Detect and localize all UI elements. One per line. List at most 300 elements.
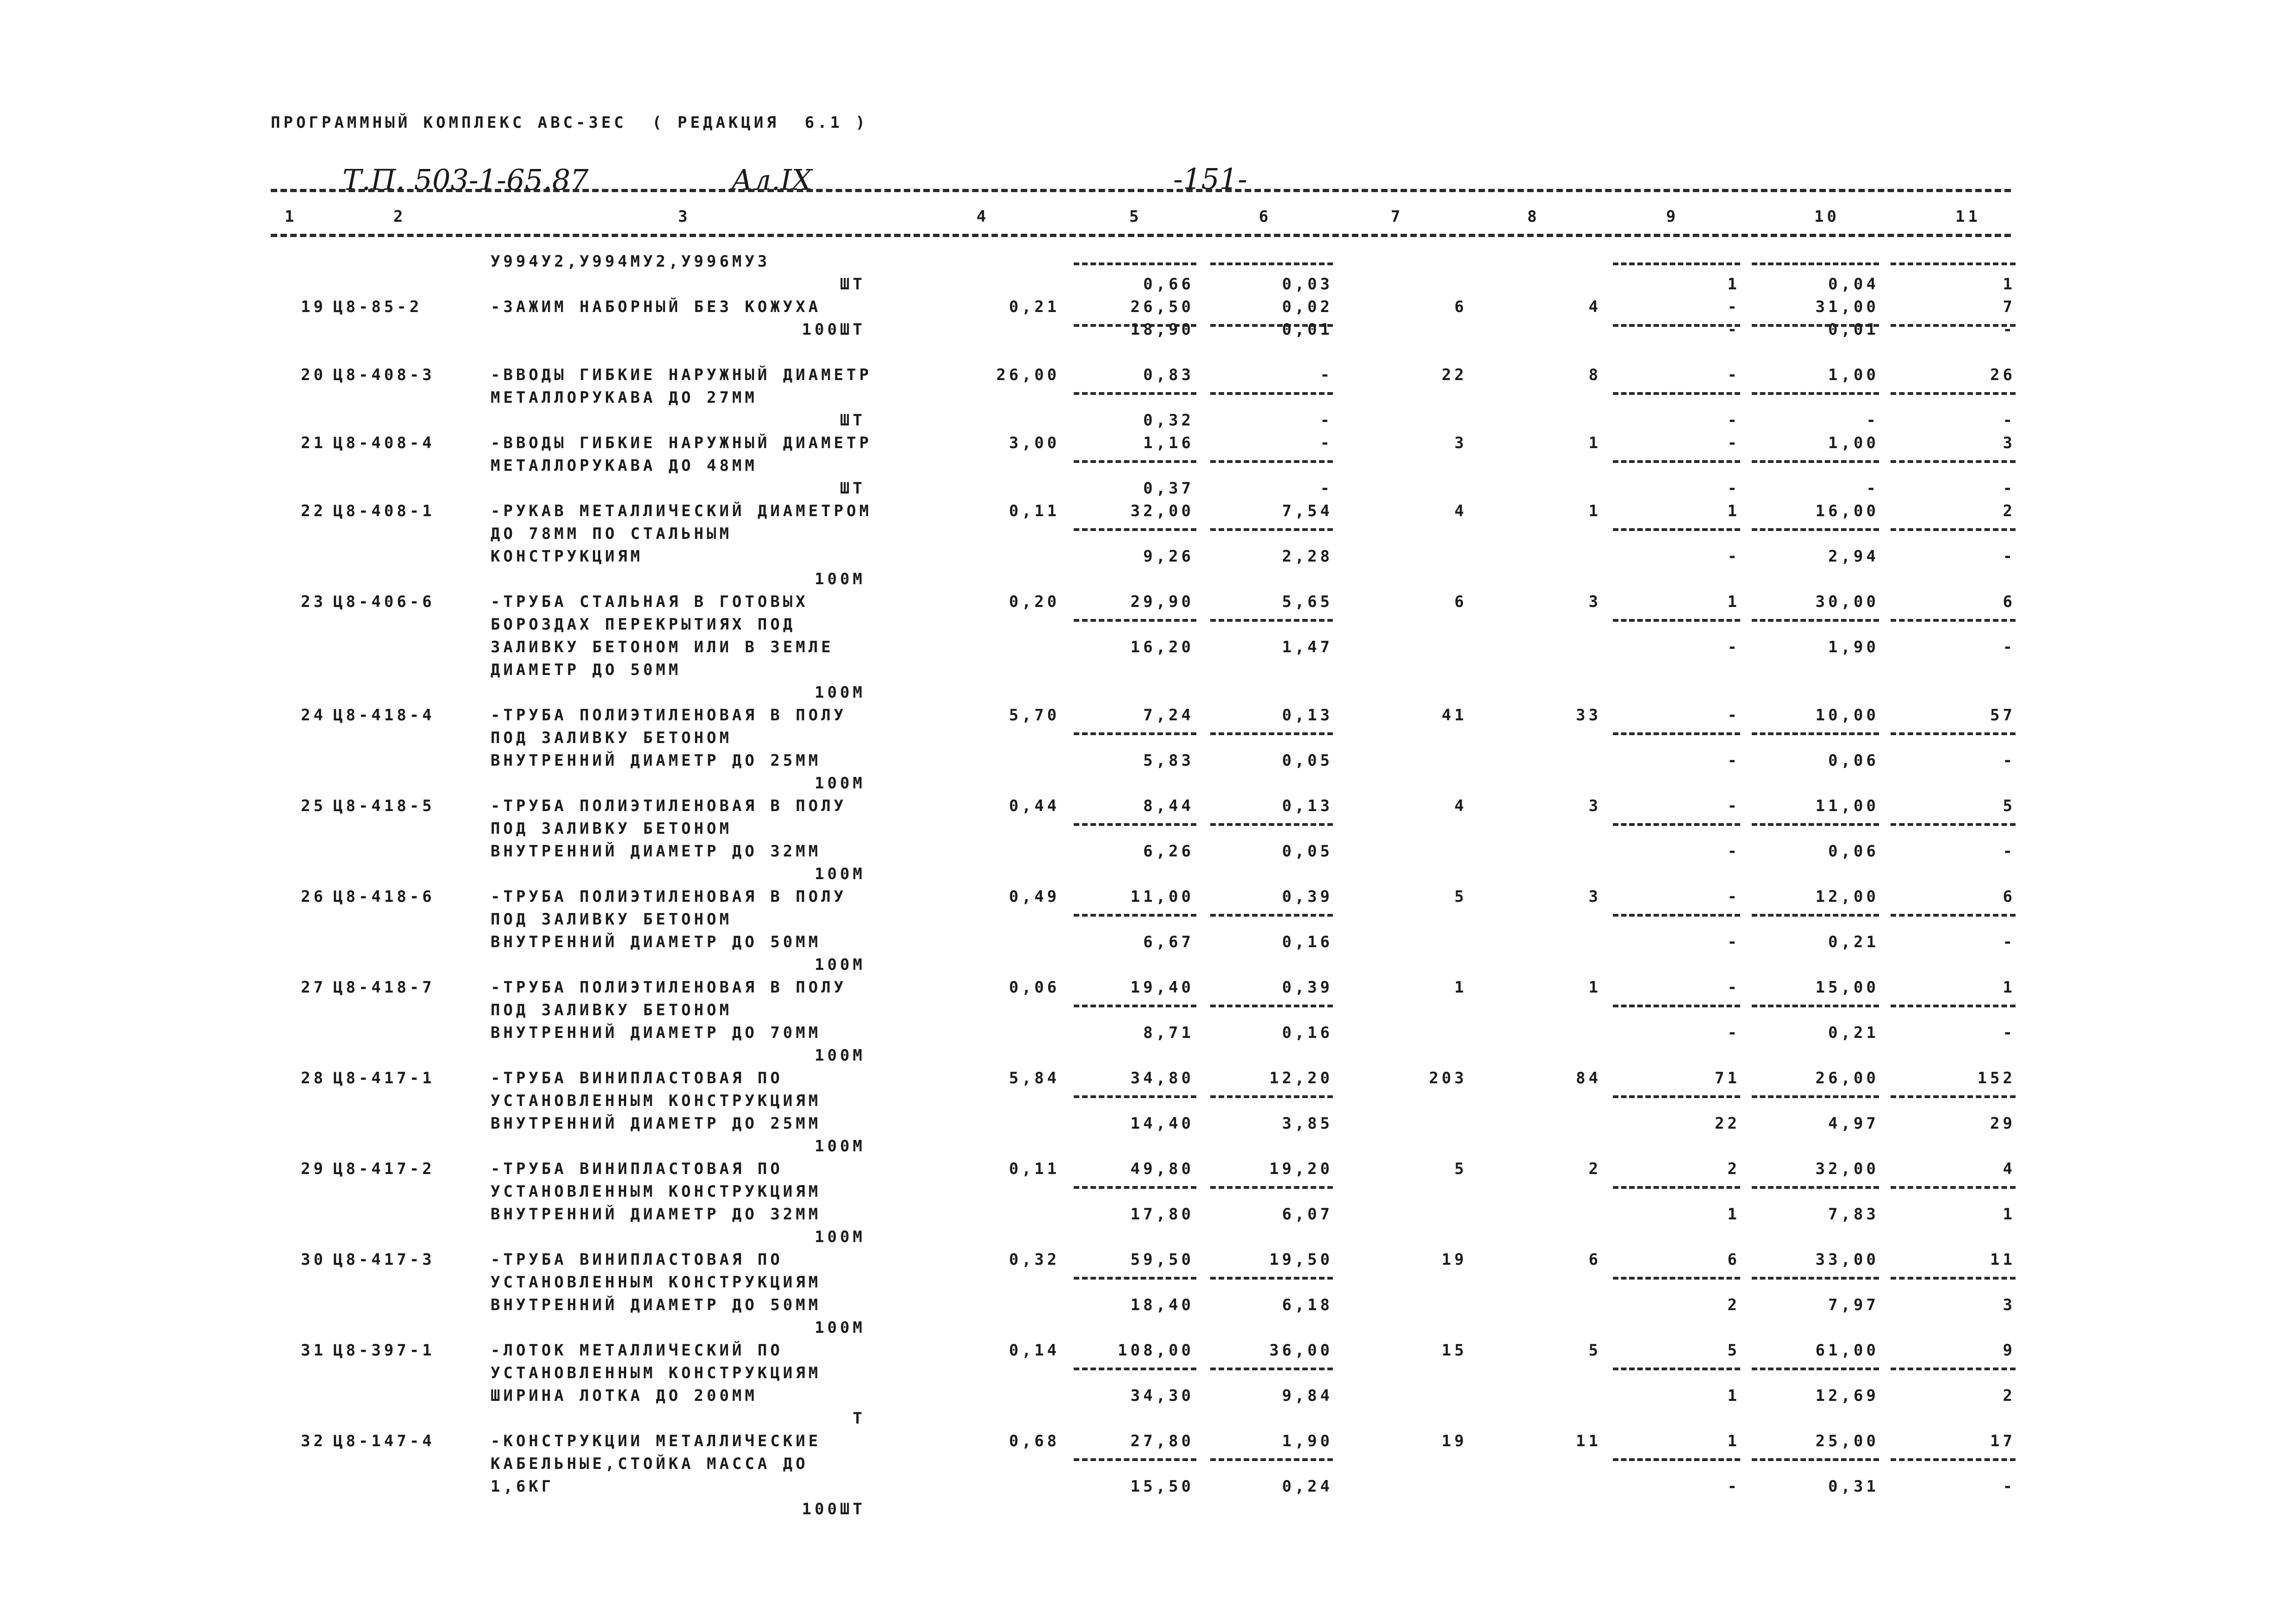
fraction-divider [1613,619,1740,622]
cell-col5-bottom: 0,32 [1143,411,1194,430]
fraction-divider [1891,262,2016,265]
fraction-divider [1752,1277,1879,1280]
cell-col8: 5 [1588,1341,1601,1360]
cell-col6-bottom: 6,07 [1282,1205,1333,1224]
cell-col5-top: 0,83 [1143,366,1194,384]
cell-col6-bottom: 2,28 [1282,547,1333,566]
cell-col6-top: - [1320,366,1333,384]
cell-col11-bottom: - [2003,751,2016,770]
fraction-divider [1613,914,1740,917]
fraction-divider [1074,1368,1196,1370]
cell-col5-top: 108,00 [1118,1341,1194,1360]
cell-col5-bottom: 18,40 [1130,1296,1194,1314]
unit-of-measure: 100М [815,865,865,883]
cell-col11-top: 4 [2003,1160,2016,1178]
cell-col10-top: 15,00 [1815,978,1879,997]
cell-col7: 6 [1454,298,1467,316]
cell-col10-top: 10,00 [1815,706,1879,725]
cell-col9-top: 71 [1715,1069,1740,1087]
fraction-divider [1752,732,1879,735]
work-description: УСТАНОВЛЕННЫМ КОНСТРУКЦИЯМ [491,1092,821,1110]
cell-col7: 5 [1454,1160,1467,1178]
cell-col8: 2 [1588,1160,1601,1178]
unit-of-measure: 100ШТ [802,320,865,339]
fraction-divider [1752,460,1879,463]
cell-col7: 41 [1442,706,1467,725]
cell-col5-bottom: 18,90 [1130,320,1194,339]
fraction-divider [1613,1005,1740,1007]
cell-col10-top: 1,00 [1828,366,1879,384]
cell-col11-top: 3 [2003,434,2016,452]
fraction-divider [1210,528,1333,531]
cell-col6-top: 0,39 [1282,978,1333,997]
cell-col8: 84 [1576,1069,1601,1087]
cell-col4: 0,11 [1009,502,1060,520]
cell-col10-top: 11,00 [1815,797,1879,815]
cell-col6-bottom: 0,16 [1282,1024,1333,1042]
fraction-divider [1210,619,1333,622]
fraction-divider [1210,914,1333,917]
fraction-divider [1891,392,2016,395]
unit-of-measure: 100М [815,683,865,702]
cell-col10-top: 12,00 [1815,887,1879,906]
cell-col9-top: - [1727,706,1740,725]
work-description: -ВВОДЫ ГИБКИЕ НАРУЖНЫЙ ДИАМЕТР [491,434,872,452]
cell-col4: 0,14 [1009,1341,1060,1360]
rate-code: Ц8-408-4 [333,434,435,452]
cell-col10-top: 16,00 [1815,502,1879,520]
cell-col5-top: 1,16 [1143,434,1194,452]
row-number: 19 [301,298,326,316]
fraction-divider [1752,1005,1879,1007]
work-description: ДО 78ММ ПО СТАЛЬНЫМ [491,525,732,543]
cell-col7: 1 [1454,978,1467,997]
work-description: -ТРУБА ПОЛИЭТИЛЕНОВАЯ В ПОЛУ [491,706,847,725]
cell-col6: 0,03 [1282,275,1333,294]
unit-of-measure: 100М [815,1318,865,1337]
row-number: 20 [301,366,326,384]
cell-col5-bottom: 6,26 [1143,842,1194,861]
cell-col6-top: 12,20 [1269,1069,1333,1087]
fraction-divider [1891,528,2016,531]
cell-col10-top: 61,00 [1815,1341,1879,1360]
fraction-divider [1613,392,1740,395]
cell-col11-bottom: - [2003,1477,2016,1496]
work-description: -ТРУБА ПОЛИЭТИЛЕНОВАЯ В ПОЛУ [491,978,847,997]
cell-col10-bottom: 7,83 [1828,1205,1879,1224]
album-label: Ал.IX [731,163,812,197]
cell-col11-top: 57 [1990,706,2016,725]
prev-item-unit: ШТ [840,275,865,294]
fraction-divider [1613,1186,1740,1189]
cell-col5-top: 26,50 [1130,298,1194,316]
fraction-divider [1210,1186,1333,1189]
cell-col10-bottom: 2,94 [1828,547,1879,566]
cell-col9-top: 5 [1727,1341,1740,1360]
fraction-divider [1891,914,2016,917]
cell-col10-top: 33,00 [1815,1250,1879,1269]
fraction-divider [1210,1277,1333,1280]
fraction-divider [1210,732,1333,735]
cell-col6-top: 7,54 [1282,502,1333,520]
cell-col9-top: 1 [1727,502,1740,520]
cell-col5-bottom: 5,83 [1143,751,1194,770]
cell-col7: 3 [1454,434,1467,452]
fraction-divider [1210,1095,1333,1098]
cell-col9-bottom: - [1727,1024,1740,1042]
cell-col10-top: 32,00 [1815,1160,1879,1178]
rate-code: Ц8-408-3 [333,366,435,384]
cell-col8: 1 [1588,978,1601,997]
cell-col9-bottom: - [1727,842,1740,861]
fraction-divider [1891,460,2016,463]
cell-col10-bottom: - [1866,479,1879,498]
cell-col11-top: 6 [2003,593,2016,611]
cell-col7: 15 [1442,1341,1467,1360]
cell-col5-bottom: 16,20 [1130,638,1194,656]
cell-col4: 0,11 [1009,1160,1060,1178]
row-number: 28 [301,1069,326,1087]
rate-code: Ц8-418-6 [333,887,435,906]
fraction-divider [1210,460,1333,463]
cell-col10-bottom: 0,31 [1828,1477,1879,1496]
fraction-divider [1210,262,1333,265]
cell-col9-top: - [1727,434,1740,452]
cell-col6-top: 0,13 [1282,706,1333,725]
cell-col6-bottom: 3,85 [1282,1114,1333,1133]
cell-col11-bottom: - [2003,411,2016,430]
row-number: 21 [301,434,326,452]
cell-col10-top: 30,00 [1815,593,1879,611]
cell-col11-bottom: - [2003,638,2016,656]
cell-col10-bottom: 0,21 [1828,1024,1879,1042]
prev-item-description: У994У2,У994МУ2,У996МУ3 [491,252,771,271]
unit-of-measure: 100М [815,1137,865,1156]
work-description: ВНУТРЕННИЙ ДИАМЕТР ДО 25ММ [491,751,821,770]
rate-code: Ц8-406-6 [333,593,435,611]
fraction-divider [1074,460,1196,463]
cell-col7: 4 [1454,797,1467,815]
work-description: МЕТАЛЛОРУКАВА ДО 48ММ [491,456,758,475]
cell-col9-top: 1 [1727,1432,1740,1450]
header-divider [271,234,2011,237]
cell-col11-bottom: - [2003,933,2016,951]
unit-of-measure: ШТ [840,479,865,498]
column-number: 11 [1955,207,1981,226]
cell-col7: 19 [1442,1250,1467,1269]
rate-code: Ц8-418-5 [333,797,435,815]
cell-col4: 0,06 [1009,978,1060,997]
fraction-divider [1752,1186,1879,1189]
cell-col5-bottom: 34,30 [1130,1387,1194,1405]
work-description: ПОД ЗАЛИВКУ БЕТОНОМ [491,1001,732,1019]
cell-col11-bottom: 1 [2003,1205,2016,1224]
work-description: ВНУТРЕННИЙ ДИАМЕТР ДО 32ММ [491,1205,821,1224]
cell-col7: 22 [1442,366,1467,384]
fraction-divider [1074,1005,1196,1007]
fraction-divider [1752,392,1879,395]
cell-col10-bottom: - [1866,411,1879,430]
top-divider [271,189,2011,192]
unit-of-measure: 100ШТ [802,1500,865,1518]
row-number: 32 [301,1432,326,1450]
cell-col10-bottom: 0,06 [1828,751,1879,770]
column-number: 5 [1129,207,1142,226]
unit-of-measure: 100М [815,570,865,588]
fraction-divider [1891,324,2016,327]
column-number: 2 [393,207,406,226]
row-number: 23 [301,593,326,611]
column-number: 9 [1666,207,1679,226]
cell-col11-bottom: 2 [2003,1387,2016,1405]
fraction-divider [1613,262,1740,265]
work-description: УСТАНОВЛЕННЫМ КОНСТРУКЦИЯМ [491,1273,821,1292]
fraction-divider [1891,823,2016,826]
cell-col6-bottom: 0,05 [1282,842,1333,861]
cell-col9-top: - [1727,298,1740,316]
row-number: 26 [301,887,326,906]
fraction-divider [1210,823,1333,826]
work-description: -ТРУБА ВИНИПЛАСТОВАЯ ПО [491,1250,783,1269]
fraction-divider [1613,1277,1740,1280]
cell-col11-bottom: - [2003,842,2016,861]
work-description: -ВВОДЫ ГИБКИЕ НАРУЖНЫЙ ДИАМЕТР [491,366,872,384]
cell-col10-bottom: 12,69 [1815,1387,1879,1405]
unit-of-measure: 100М [815,956,865,974]
row-number: 29 [301,1160,326,1178]
cell-col6-top: 0,39 [1282,887,1333,906]
fraction-divider [1613,460,1740,463]
row-number: 22 [301,502,326,520]
work-description: ЗАЛИВКУ БЕТОНОМ ИЛИ В ЗЕМЛЕ [491,638,834,656]
program-line: ПРОГРАММНЫЙ КОМПЛЕКС АВС-ЗЕС ( РЕДАКЦИЯ 6.1 ) [271,113,869,132]
fraction-divider [1210,1458,1333,1461]
fraction-divider [1074,1277,1196,1280]
fraction-divider [1074,914,1196,917]
cell-col9-bottom: - [1727,638,1740,656]
cell-col9-top: 2 [1727,1160,1740,1178]
cell-col11-top: 1 [2003,978,2016,997]
rate-code: Ц8-417-3 [333,1250,435,1269]
cell-col10-bottom: 0,06 [1828,842,1879,861]
cell-col10-bottom: 7,97 [1828,1296,1879,1314]
cell-col9-bottom: 2 [1727,1296,1740,1314]
cell-col6-bottom: 1,47 [1282,638,1333,656]
work-description: -ТРУБА ВИНИПЛАСТОВАЯ ПО [491,1160,783,1178]
cell-col6-bottom: 0,24 [1282,1477,1333,1496]
cell-col5-top: 49,80 [1130,1160,1194,1178]
cell-col8: 3 [1588,887,1601,906]
cell-col10-top: 25,00 [1815,1432,1879,1450]
cell-col7: 4 [1454,502,1467,520]
rate-code: Ц8-147-4 [333,1432,435,1450]
cell-col6-top: 36,00 [1269,1341,1333,1360]
rate-code: Ц8-418-7 [333,978,435,997]
row-number: 31 [301,1341,326,1360]
rate-code: Ц8-417-1 [333,1069,435,1087]
cell-col11-top: 26 [1990,366,2016,384]
cell-col9-top: 1 [1727,593,1740,611]
cell-col6-top: 19,20 [1269,1160,1333,1178]
cell-col6-top: 19,50 [1269,1250,1333,1269]
cell-col11-bottom: - [2003,547,2016,566]
cell-col11-top: 9 [2003,1341,2016,1360]
cell-col5-bottom: 14,40 [1130,1114,1194,1133]
cell-col9-bottom: - [1727,933,1740,951]
cell-col11-top: 5 [2003,797,2016,815]
work-description: -КОНСТРУКЦИИ МЕТАЛЛИЧЕСКИЕ [491,1432,821,1450]
fraction-divider [1613,528,1740,531]
work-description: ПОД ЗАЛИВКУ БЕТОНОМ [491,819,732,838]
work-description: ПОД ЗАЛИВКУ БЕТОНОМ [491,910,732,929]
fraction-divider [1074,392,1196,395]
cell-col5-bottom: 8,71 [1143,1024,1194,1042]
fraction-divider [1074,732,1196,735]
fraction-divider [1074,1186,1196,1189]
cell-col5-top: 34,80 [1130,1069,1194,1087]
cell-col11-bottom: - [2003,479,2016,498]
cell-col10-bottom: 0,21 [1828,933,1879,951]
fraction-divider [1074,1458,1196,1461]
cell-col5-bottom: 17,80 [1130,1205,1194,1224]
cell-col4: 0,32 [1009,1250,1060,1269]
work-description: ВНУТРЕННИЙ ДИАМЕТР ДО 25ММ [491,1114,821,1133]
cell-col11-top: 11 [1990,1250,2016,1269]
work-description: КОНСТРУКЦИЯМ [491,547,643,566]
cell-col6-top: 5,65 [1282,593,1333,611]
cell-col10-bottom: 0,01 [1828,320,1879,339]
fraction-divider [1891,1095,2016,1098]
cell-col9-top: - [1727,366,1740,384]
page-number: -151- [1173,162,1248,196]
cell-col11: 1 [2003,275,2016,294]
cell-col9-bottom: 1 [1727,1387,1740,1405]
work-description: -ТРУБА СТАЛЬНАЯ В ГОТОВЫХ [491,593,809,611]
cell-col7: 5 [1454,887,1467,906]
cell-col5-top: 29,90 [1130,593,1194,611]
cell-col9: 1 [1727,275,1740,294]
work-description: -ЛОТОК МЕТАЛЛИЧЕСКИЙ ПО [491,1341,783,1360]
fraction-divider [1074,823,1196,826]
column-number: 8 [1527,207,1540,226]
unit-of-measure: 100М [815,1228,865,1246]
fraction-divider [1210,1368,1333,1370]
rate-code: Ц8-417-2 [333,1160,435,1178]
cell-col4: 5,84 [1009,1069,1060,1087]
cell-col6-top: 0,13 [1282,797,1333,815]
work-description: -РУКАВ МЕТАЛЛИЧЕСКИЙ ДИАМЕТРОМ [491,502,872,520]
cell-col10: 0,04 [1828,275,1879,294]
work-description: ВНУТРЕННИЙ ДИАМЕТР ДО 50ММ [491,933,821,951]
fraction-divider [1891,1005,2016,1007]
cell-col8: 1 [1588,434,1601,452]
fraction-divider [1891,1368,2016,1370]
fraction-divider [1613,823,1740,826]
cell-col5-bottom: 9,26 [1143,547,1194,566]
cell-col9-bottom: - [1727,1477,1740,1496]
cell-col9-top: - [1727,978,1740,997]
row-number: 27 [301,978,326,997]
cell-col8: 11 [1576,1432,1601,1450]
work-description: УСТАНОВЛЕННЫМ КОНСТРУКЦИЯМ [491,1182,821,1201]
cell-col9-top: - [1727,797,1740,815]
cell-col5-top: 59,50 [1130,1250,1194,1269]
cell-col5-bottom: 6,67 [1143,933,1194,951]
cell-col4: 3,00 [1009,434,1060,452]
rate-code: Ц8-408-1 [333,502,435,520]
rate-code: Ц8-397-1 [333,1341,435,1360]
cell-col5-top: 7,24 [1143,706,1194,725]
cell-col8: 3 [1588,593,1601,611]
cell-col8: 3 [1588,797,1601,815]
cell-col11-bottom: - [2003,320,2016,339]
cell-col8: 8 [1588,366,1601,384]
cell-col11-top: 7 [2003,298,2016,316]
cell-col7: 19 [1442,1432,1467,1450]
fraction-divider [1613,1095,1740,1098]
cell-col5-top: 11,00 [1130,887,1194,906]
fraction-divider [1891,619,2016,622]
cell-col9-bottom: - [1727,479,1740,498]
cell-col5-top: 27,80 [1130,1432,1194,1450]
cell-col4: 0,49 [1009,887,1060,906]
cell-col9-bottom: - [1727,320,1740,339]
fraction-divider [1752,1458,1879,1461]
work-description: -ТРУБА ПОЛИЭТИЛЕНОВАЯ В ПОЛУ [491,797,847,815]
rate-code: Ц8-418-4 [333,706,435,725]
fraction-divider [1891,1186,2016,1189]
cell-col9-top: - [1727,887,1740,906]
fraction-divider [1210,1005,1333,1007]
cell-col5-top: 8,44 [1143,797,1194,815]
cell-col11-top: 6 [2003,887,2016,906]
column-number: 6 [1259,207,1272,226]
fraction-divider [1074,1095,1196,1098]
cell-col11-top: 152 [1977,1069,2016,1087]
cell-col5-top: 32,00 [1130,502,1194,520]
cell-col6-top: - [1320,434,1333,452]
cell-col6-bottom: 0,01 [1282,320,1333,339]
cell-col8: 4 [1588,298,1601,316]
cell-col6-bottom: 9,84 [1282,1387,1333,1405]
cell-col8: 6 [1588,1250,1601,1269]
cell-col11-top: 17 [1990,1432,2016,1450]
cell-col9-bottom: - [1727,411,1740,430]
fraction-divider [1613,324,1740,327]
column-number: 7 [1391,207,1404,226]
work-description: ВНУТРЕННИЙ ДИАМЕТР ДО 50ММ [491,1296,821,1314]
cell-col5-bottom: 15,50 [1130,1477,1194,1496]
cell-col6-top: 0,02 [1282,298,1333,316]
cell-col4: 0,20 [1009,593,1060,611]
row-number: 24 [301,706,326,725]
work-description: -ТРУБА ПОЛИЭТИЛЕНОВАЯ В ПОЛУ [491,887,847,906]
cell-col11-bottom: - [2003,1024,2016,1042]
cell-col9-bottom: 22 [1715,1114,1740,1133]
cell-col9-bottom: - [1727,751,1740,770]
fraction-divider [1752,914,1879,917]
fraction-divider [1752,823,1879,826]
work-description: БОРОЗДАХ ПЕРЕКРЫТИЯХ ПОД [491,615,796,634]
cell-col10-top: 26,00 [1815,1069,1879,1087]
column-number: 4 [977,207,989,226]
cell-col4: 0,68 [1009,1432,1060,1450]
rate-code: Ц8-85-2 [333,298,423,316]
work-description: УСТАНОВЛЕННЫМ КОНСТРУКЦИЯМ [491,1364,821,1382]
cell-col9-top: 6 [1727,1250,1740,1269]
cell-col8: 1 [1588,502,1601,520]
work-description: -ЗАЖИМ НАБОРНЫЙ БЕЗ КОЖУХА [491,298,821,316]
